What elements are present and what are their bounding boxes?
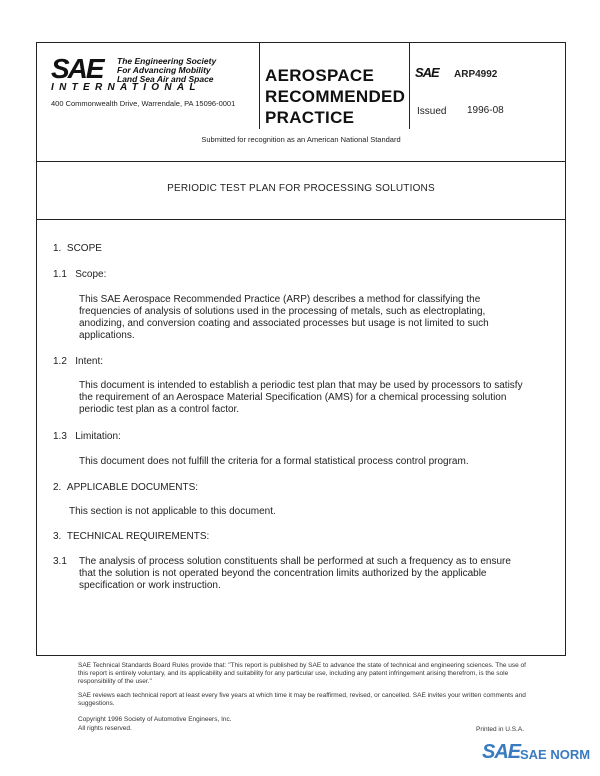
section-title: Limitation: — [75, 431, 121, 442]
watermark-logo: SAE — [482, 741, 521, 763]
section-1-2-text: This document is intended to establish a periodic test plan that may be used by processors to satisfy the requirement of an Aerospace Material Specification (AMS) for a chemical processing solution periodic test plan as a control factor. — [79, 380, 523, 415]
section-1-3-text: This document does not fulfill the criteria for a formal statistical process control program. — [79, 456, 469, 467]
section-1-3-heading — [53, 431, 121, 443]
section-1-1-heading — [53, 269, 106, 281]
society-tagline — [117, 57, 227, 84]
section-2-text: This section is not applicable to this document. — [69, 506, 276, 517]
section-1-1-text: This SAE Aerospace Recommended Practice (ARP) describes a method for classifying the frequencies of analysis of solutions used in the processing of metals, such as electroplating, anodizing, and conversion coating and associated processes but usage is not limited to such applications. — [79, 294, 489, 341]
section-number: 1.1 — [53, 269, 67, 280]
section-title: Scope: — [75, 269, 107, 280]
title-bottom-rule — [37, 219, 565, 220]
section-number: 1.3 — [53, 431, 67, 442]
board-rules-note: SAE Technical Standards Board Rules provide that: "This report is published by SAE to advance the state of technical and engineering sciences. The use of this report is entirely voluntary, and its applicability and suitability for any particular use, including any patent infringement arising therefrom, is the sole responsibility of the user." — [78, 662, 526, 685]
section-number: 1. — [53, 243, 62, 254]
rights-line: All rights reserved. — [78, 725, 132, 732]
printed-in: Printed in U.S.A. — [476, 726, 525, 733]
section-3-heading — [53, 531, 209, 543]
society-line-3: Land Sea Air and Space — [117, 74, 214, 84]
header-bottom-rule — [37, 161, 565, 162]
section-3-1-number: 3.1 — [53, 556, 67, 567]
section-1-2-heading — [53, 356, 103, 368]
section-title: APPLICABLE DOCUMENTS: — [66, 482, 199, 493]
international-label: INTERNATIONAL — [51, 82, 201, 93]
society-line-1: The Engineering Society — [117, 56, 217, 66]
section-title: TECHNICAL REQUIREMENTS: — [66, 531, 210, 542]
section-1-heading — [53, 243, 102, 255]
doc-type-line-3: PRACTICE — [265, 108, 355, 127]
section-number: 3. — [53, 531, 62, 542]
watermark-text: SAE NORM — [520, 747, 591, 762]
section-number: 2. — [53, 482, 62, 493]
header-divider-right — [409, 43, 410, 129]
sae-mark: SAE — [415, 65, 439, 80]
society-line-2: For Advancing Mobility — [117, 65, 211, 75]
ans-submission-note: Submitted for recognition as an American National Standard — [201, 135, 401, 144]
copyright-line: Copyright 1996 Society of Automotive Engineers, Inc. — [78, 716, 232, 723]
section-3-1-text: The analysis of process solution constituents shall be performed at such a frequency as to ensure that the solution is not operated beyond the concentration limits authorized by the applicable specification or work instruction. — [79, 556, 511, 591]
section-2-heading — [53, 482, 198, 494]
document-type — [265, 65, 415, 128]
doc-type-line-1: AEROSPACE — [265, 66, 375, 85]
review-note: SAE reviews each technical report at least every five years at which time it may be reaffirmed, revised, or cancelled. SAE invites your written comments and suggestions. — [78, 692, 526, 707]
document-title: PERIODIC TEST PLAN FOR PROCESSING SOLUTIONS — [167, 183, 435, 194]
section-title: Intent: — [75, 356, 104, 367]
doc-type-line-2: RECOMMENDED — [265, 87, 406, 106]
document-frame — [36, 42, 566, 656]
section-number: 1.2 — [53, 356, 67, 367]
header-divider-left — [259, 43, 260, 129]
sae-logo: SAE — [51, 53, 103, 84]
issued-label: Issued — [417, 106, 447, 117]
document-number: ARP4992 — [454, 69, 498, 80]
issued-date: 1996-08 — [467, 105, 504, 116]
section-title: SCOPE — [66, 243, 102, 254]
society-address: 400 Commonwealth Drive, Warrendale, PA 15096-0001 — [51, 99, 236, 108]
